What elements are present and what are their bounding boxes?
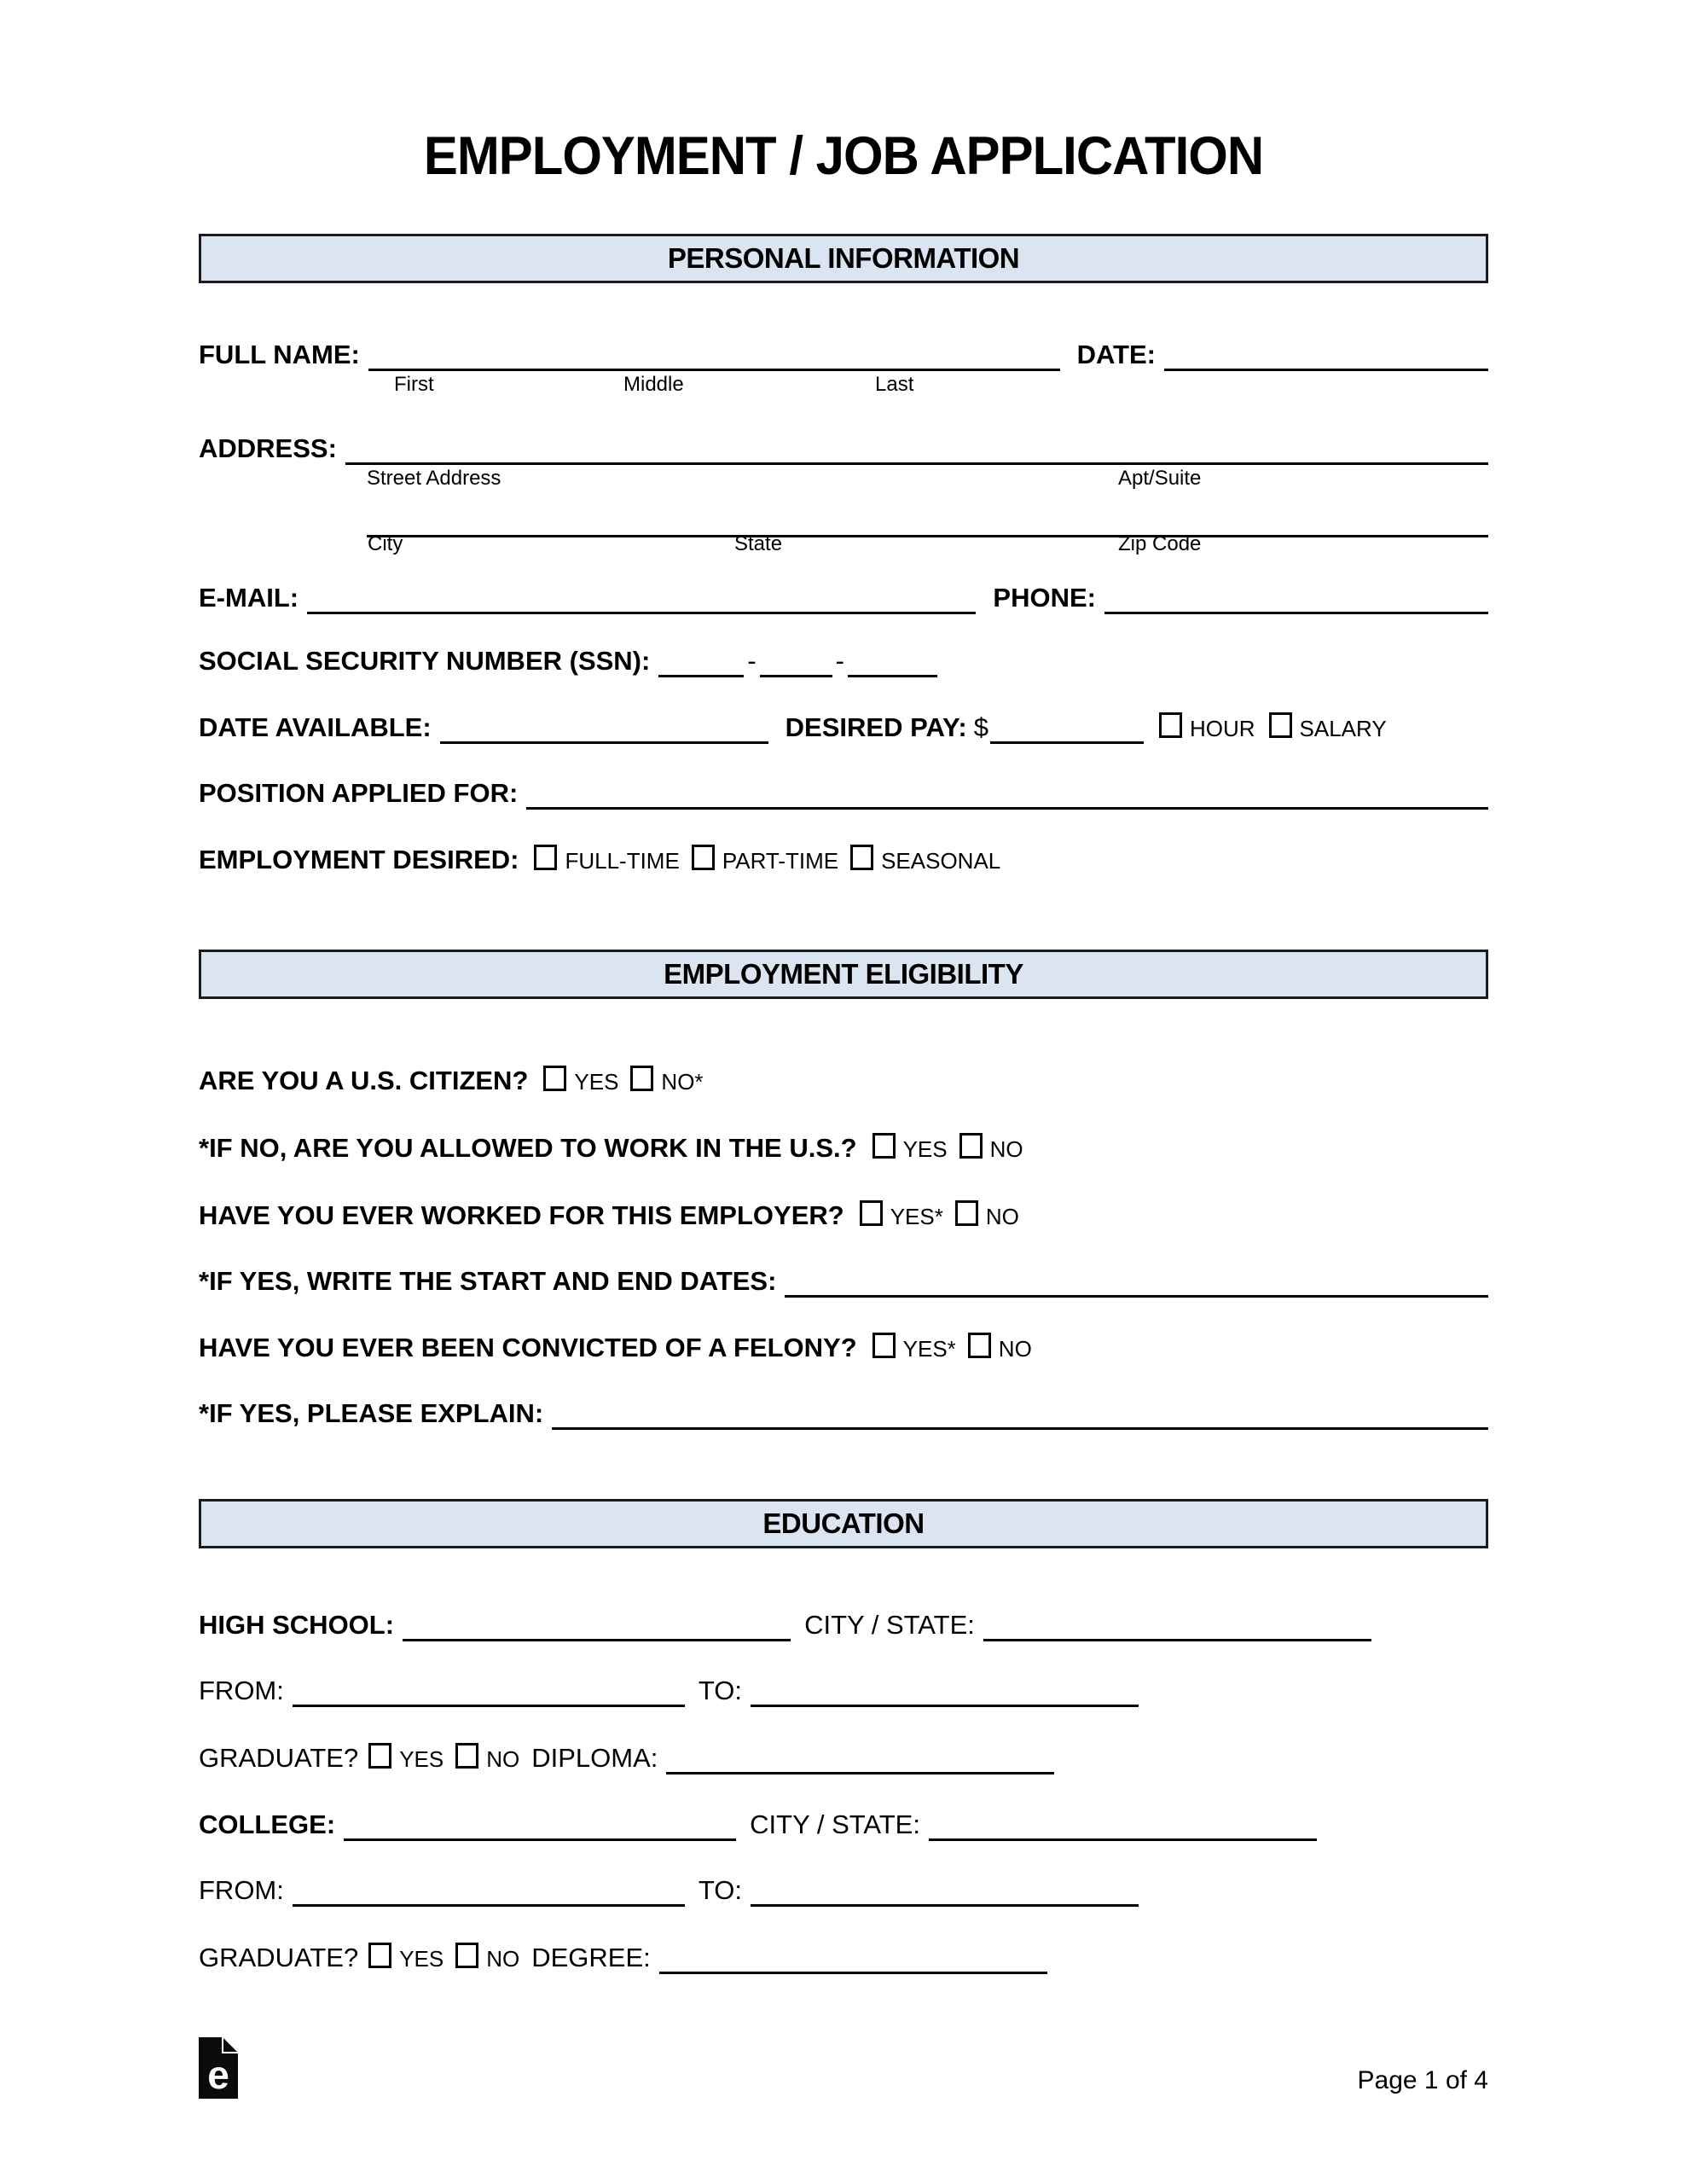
section-header-employment-eligibility bbox=[199, 950, 1488, 999]
felony-no-checkbox[interactable] bbox=[968, 1333, 991, 1358]
email-label: E-MAIL: bbox=[199, 583, 299, 613]
felony-yes-label: YES* bbox=[902, 1336, 956, 1362]
college-city-state-input-line[interactable] bbox=[929, 1838, 1317, 1841]
felony-no-option bbox=[968, 1331, 1032, 1364]
diploma-input-line[interactable] bbox=[666, 1772, 1054, 1774]
salary-checkbox[interactable] bbox=[1269, 712, 1292, 738]
desired-pay-input-line[interactable] bbox=[990, 741, 1144, 744]
felony-explain-row bbox=[199, 1398, 1488, 1429]
from-label: FROM: bbox=[199, 1875, 284, 1905]
college-label: COLLEGE: bbox=[199, 1809, 336, 1839]
apt-suite-sublabel: Apt/Suite bbox=[1118, 467, 1202, 490]
felony-question-row bbox=[199, 1331, 1488, 1364]
to-label: TO: bbox=[698, 1875, 742, 1905]
college-to-input-line[interactable] bbox=[751, 1904, 1139, 1907]
citizen-question-label: ARE YOU A U.S. CITIZEN? bbox=[199, 1066, 529, 1095]
city-sublabel: City bbox=[368, 532, 403, 555]
high-school-to-input-line[interactable] bbox=[751, 1705, 1139, 1707]
full-name-label: FULL NAME: bbox=[199, 340, 360, 369]
seasonal-option-label: SEASONAL bbox=[881, 848, 1001, 874]
citizen-no-option bbox=[630, 1064, 703, 1097]
high-school-row bbox=[199, 1610, 1488, 1641]
citizen-no-label: NO* bbox=[661, 1069, 704, 1095]
phone-input-line[interactable] bbox=[1104, 612, 1488, 614]
college-city-state-label: CITY / STATE: bbox=[750, 1809, 920, 1839]
high-school-city-state-input-line[interactable] bbox=[983, 1639, 1371, 1641]
start-end-dates-label: *IF YES, WRITE THE START AND END DATES: bbox=[199, 1266, 777, 1296]
street-address-sublabel: Street Address bbox=[367, 467, 501, 490]
college-graduate-yes-label: YES bbox=[399, 1946, 444, 1972]
to-label: TO: bbox=[698, 1676, 742, 1705]
employment-desired-label: EMPLOYMENT DESIRED: bbox=[199, 845, 519, 874]
allowed-to-work-question-row bbox=[199, 1131, 1488, 1165]
position-applied-input-line[interactable] bbox=[526, 807, 1488, 810]
ssn-part3-input-line[interactable] bbox=[848, 675, 937, 677]
hour-option-label: HOUR bbox=[1189, 716, 1255, 741]
middle-sublabel: Middle bbox=[623, 373, 684, 396]
allowed-to-work-question-label: *IF NO, ARE YOU ALLOWED TO WORK IN THE U.S.? bbox=[199, 1133, 857, 1163]
high-school-from-input-line[interactable] bbox=[293, 1705, 685, 1707]
logo-letter: e bbox=[207, 2053, 229, 2097]
hs-graduate-no-checkbox[interactable] bbox=[455, 1743, 478, 1769]
allowed-no-checkbox[interactable] bbox=[959, 1133, 983, 1159]
page-footer bbox=[199, 2032, 1488, 2099]
college-from-to-row bbox=[199, 1875, 1488, 1906]
worked-no-option bbox=[955, 1199, 1019, 1232]
hs-graduate-no-option bbox=[455, 1741, 519, 1774]
section-header-label: EDUCATION bbox=[762, 1507, 925, 1539]
email-phone-row bbox=[199, 583, 1488, 613]
part-time-option-label: PART-TIME bbox=[722, 848, 839, 874]
hs-graduate-no-label: NO bbox=[486, 1746, 520, 1772]
college-input-line[interactable] bbox=[344, 1838, 736, 1841]
section-header-label: PERSONAL INFORMATION bbox=[667, 242, 1020, 274]
college-row bbox=[199, 1809, 1488, 1840]
high-school-input-line[interactable] bbox=[403, 1639, 791, 1641]
allowed-yes-label: YES bbox=[902, 1136, 948, 1162]
worked-yes-option bbox=[860, 1199, 943, 1232]
felony-no-label: NO bbox=[998, 1336, 1032, 1362]
citizen-yes-label: YES bbox=[574, 1069, 619, 1095]
salary-option bbox=[1269, 711, 1387, 744]
part-time-checkbox[interactable] bbox=[692, 845, 715, 870]
college-graduate-no-option bbox=[455, 1941, 519, 1974]
currency-symbol: $ bbox=[973, 712, 988, 742]
full-name-date-row bbox=[199, 340, 1488, 370]
worked-for-employer-question-row bbox=[199, 1199, 1488, 1232]
worked-no-label: NO bbox=[985, 1204, 1019, 1229]
felony-yes-option bbox=[872, 1331, 956, 1364]
page-title: EMPLOYMENT / JOB APPLICATION bbox=[423, 126, 1264, 186]
from-label: FROM: bbox=[199, 1676, 284, 1705]
employment-desired-row bbox=[199, 843, 1488, 876]
graduate-label: GRADUATE? bbox=[199, 1743, 359, 1773]
ssn-row bbox=[199, 646, 1488, 677]
date-label: DATE: bbox=[1076, 340, 1156, 369]
felony-yes-checkbox[interactable] bbox=[872, 1333, 896, 1358]
salary-option-label: SALARY bbox=[1299, 716, 1387, 741]
date-available-label: DATE AVAILABLE: bbox=[199, 712, 432, 742]
ssn-part2-input-line[interactable] bbox=[760, 675, 832, 677]
section-header-personal-information bbox=[199, 234, 1488, 283]
degree-label: DEGREE: bbox=[531, 1943, 651, 1972]
diploma-label: DIPLOMA: bbox=[531, 1743, 658, 1773]
zip-code-sublabel: Zip Code bbox=[1118, 532, 1202, 555]
college-graduate-yes-checkbox[interactable] bbox=[368, 1943, 391, 1968]
college-graduate-no-checkbox[interactable] bbox=[455, 1943, 478, 1968]
hs-graduate-yes-label: YES bbox=[399, 1746, 444, 1772]
citizen-no-checkbox[interactable] bbox=[630, 1066, 653, 1091]
citizen-yes-option bbox=[543, 1064, 618, 1097]
date-available-desired-pay-row bbox=[199, 711, 1488, 744]
hs-graduate-yes-option bbox=[368, 1741, 443, 1774]
hour-option bbox=[1159, 711, 1255, 744]
high-school-from-to-row bbox=[199, 1676, 1488, 1706]
allowed-no-label: NO bbox=[989, 1136, 1023, 1162]
state-sublabel: State bbox=[734, 532, 783, 555]
position-applied-label: POSITION APPLIED FOR: bbox=[199, 778, 519, 808]
desired-pay-label: DESIRED PAY: bbox=[785, 712, 967, 742]
graduate-label: GRADUATE? bbox=[199, 1943, 359, 1972]
seasonal-checkbox[interactable] bbox=[850, 845, 873, 870]
eforms-document-logo-icon bbox=[199, 2037, 238, 2099]
full-time-option-label: FULL-TIME bbox=[565, 848, 680, 874]
ssn-separator: - bbox=[835, 646, 844, 676]
high-school-graduate-row bbox=[199, 1741, 1488, 1774]
felony-question-label: HAVE YOU EVER BEEN CONVICTED OF A FELONY? bbox=[199, 1333, 857, 1362]
hour-checkbox[interactable] bbox=[1159, 712, 1182, 738]
position-applied-row bbox=[199, 778, 1488, 809]
city-state-zip-sublabels bbox=[199, 530, 1488, 559]
address-label: ADDRESS: bbox=[199, 433, 337, 463]
phone-label: PHONE: bbox=[993, 583, 1096, 613]
worked-yes-checkbox[interactable] bbox=[860, 1200, 883, 1226]
felony-explain-label: *IF YES, PLEASE EXPLAIN: bbox=[199, 1398, 544, 1428]
worked-no-checkbox[interactable] bbox=[955, 1200, 978, 1226]
last-sublabel: Last bbox=[875, 373, 914, 396]
part-time-option bbox=[692, 843, 838, 876]
name-sublabels bbox=[199, 370, 1488, 399]
address-sublabels bbox=[199, 464, 1488, 493]
start-end-dates-input-line[interactable] bbox=[785, 1295, 1488, 1298]
address-row bbox=[199, 433, 1488, 464]
college-from-input-line[interactable] bbox=[293, 1904, 685, 1907]
email-input-line[interactable] bbox=[307, 612, 976, 614]
worked-yes-label: YES* bbox=[890, 1204, 943, 1229]
worked-for-employer-question-label: HAVE YOU EVER WORKED FOR THIS EMPLOYER? bbox=[199, 1200, 844, 1230]
citizen-yes-checkbox[interactable] bbox=[543, 1066, 566, 1091]
high-school-label: HIGH SCHOOL: bbox=[199, 1610, 395, 1640]
seasonal-option bbox=[850, 843, 1000, 876]
college-graduate-no-label: NO bbox=[486, 1946, 520, 1972]
section-header-label: EMPLOYMENT ELIGIBILITY bbox=[664, 958, 1023, 990]
ssn-label: SOCIAL SECURITY NUMBER (SSN): bbox=[199, 646, 651, 676]
high-school-city-state-label: CITY / STATE: bbox=[804, 1610, 975, 1640]
section-header-education bbox=[199, 1499, 1488, 1548]
allowed-yes-option bbox=[872, 1131, 948, 1165]
first-sublabel: First bbox=[394, 373, 434, 396]
college-graduate-yes-option bbox=[368, 1941, 443, 1974]
page-number: Page 1 of 4 bbox=[1357, 2066, 1488, 2094]
allowed-no-option bbox=[959, 1131, 1023, 1165]
ssn-separator: - bbox=[747, 646, 757, 676]
ssn-part1-input-line[interactable] bbox=[658, 675, 744, 677]
hs-graduate-yes-checkbox[interactable] bbox=[368, 1743, 391, 1769]
full-time-option bbox=[534, 843, 679, 876]
degree-input-line[interactable] bbox=[659, 1972, 1047, 1974]
start-end-dates-row bbox=[199, 1266, 1488, 1297]
full-time-checkbox[interactable] bbox=[534, 845, 557, 870]
citizen-question-row bbox=[199, 1064, 1488, 1097]
college-graduate-row bbox=[199, 1941, 1488, 1974]
date-available-input-line[interactable] bbox=[440, 741, 768, 744]
allowed-yes-checkbox[interactable] bbox=[872, 1133, 896, 1159]
felony-explain-input-line[interactable] bbox=[552, 1427, 1488, 1430]
